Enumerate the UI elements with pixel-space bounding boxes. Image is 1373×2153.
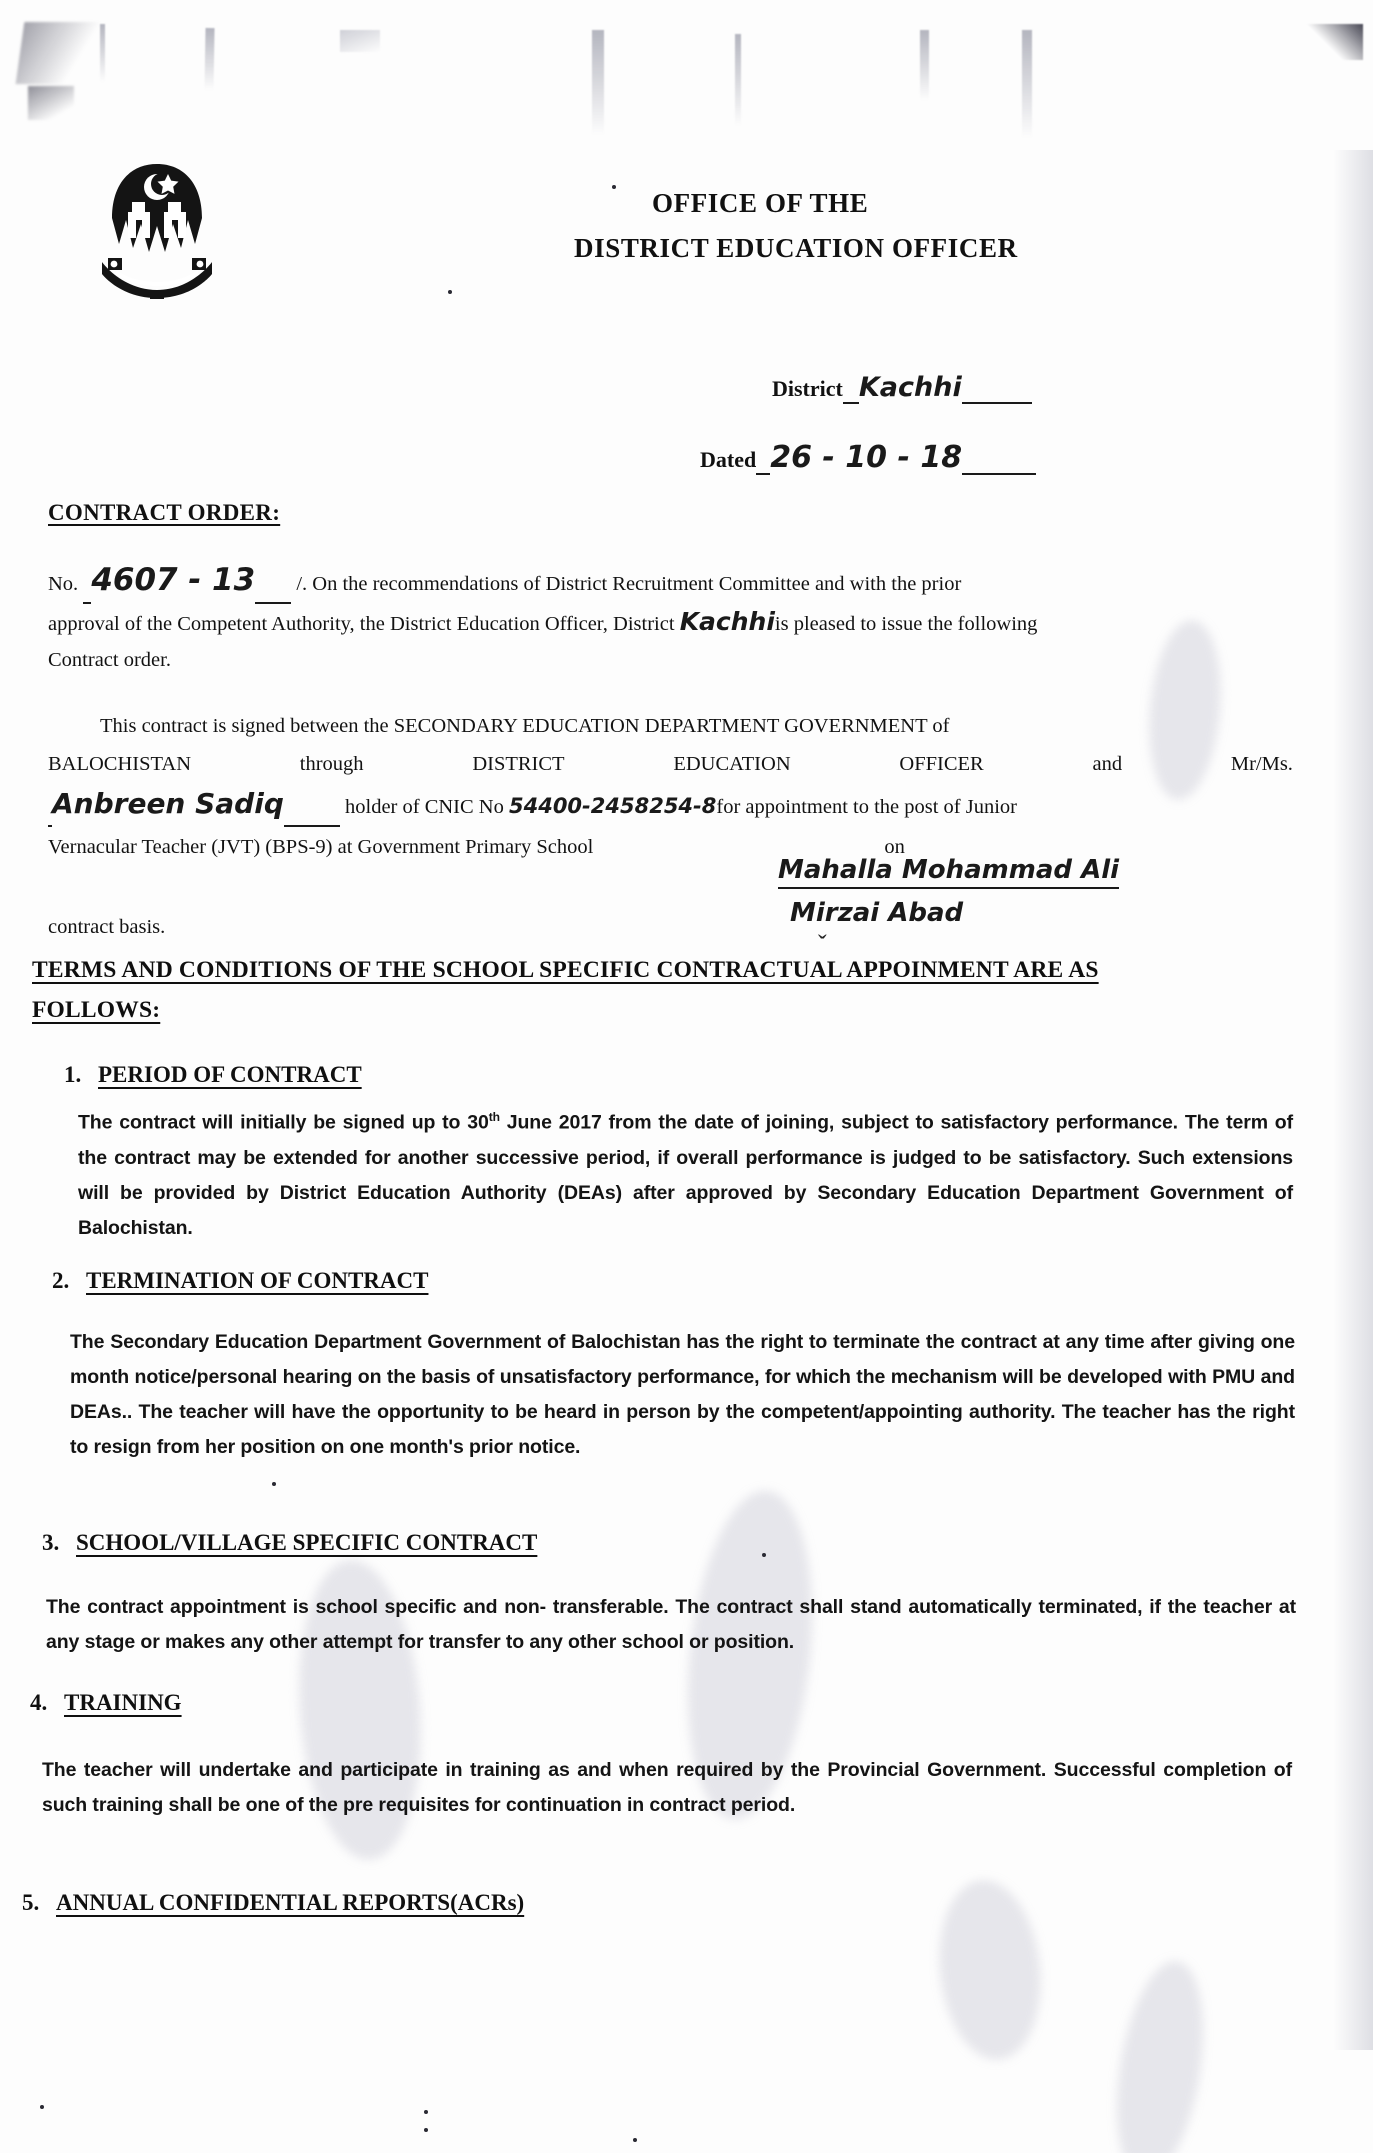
section-3-body: The contract appointment is school specific and non- transferable. The contract shall stand automatically terminated, if the teacher at any stage or makes any other attempt for transfer to any other school or position.: [46, 1596, 1296, 1653]
signing-paragraph: [48, 708, 1293, 945]
scan-speck: [424, 2128, 428, 2132]
party-district: DISTRICT: [472, 753, 565, 775]
scan-smudge-secondary: [28, 86, 74, 120]
scan-speck: [40, 2105, 44, 2109]
scan-blotch: [931, 1875, 1049, 2064]
section-1-body: [78, 1100, 1293, 1246]
scan-streak: [340, 30, 380, 52]
dated-field: [700, 440, 1036, 475]
district-value: Kachhi: [858, 372, 962, 403]
scan-smudge-top-left: [16, 22, 103, 84]
section-4-title: TRAINING: [64, 1690, 182, 1715]
section-4-heading: [30, 1690, 182, 1716]
section-1-body-post: June 2017 from the date of joining, subject to satisfactory performance. The term of the contract may be extended for another successive period, if overall performance is judged to be satisfactory. Such extensions will be provided by District Education Authority (DEAs) after approved by Secondary Education Department Government of Balochistan.: [78, 1111, 1293, 1239]
section-1-body-pre: The contract will initially be signed up to 30: [78, 1111, 489, 1134]
scan-streak: [735, 34, 741, 126]
section-4-number: 4.: [30, 1690, 48, 1715]
dated-value: 26 - 10 - 18: [770, 440, 963, 475]
terms-and-conditions-heading: [32, 950, 1332, 1030]
contract-basis-text: contract basis.: [48, 916, 166, 938]
contract-order-title: CONTRACT ORDER:: [48, 500, 281, 525]
scan-blotch: [1103, 1955, 1216, 2153]
intro-text-a: /. On the recommendations of District Recruitment Committee and with the prior: [296, 573, 962, 595]
no-label: No.: [48, 573, 79, 595]
scan-speck: [272, 1482, 276, 1486]
section-5-number: 5.: [22, 1890, 40, 1915]
school-name-value: Mahalla Mohammad Ali: [778, 855, 1119, 889]
district-label: District: [772, 376, 843, 401]
contract-order-intro-paragraph: [48, 562, 1293, 678]
section-5-title: ANNUAL CONFIDENTIAL REPORTS(ACRs): [56, 1890, 525, 1915]
scan-edge-shadow: [1333, 150, 1373, 2050]
post-line-text: Vernacular Teacher (JVT) (BPS-9) at Government Primary School: [48, 836, 594, 858]
scan-streak: [592, 30, 604, 135]
dated-label: Dated: [700, 447, 757, 472]
district-education-officer-line: DISTRICT EDUCATION OFFICER: [574, 233, 1018, 263]
contract-basis-row: [48, 909, 1293, 945]
scan-speck: [633, 2138, 637, 2142]
office-of-the-line: OFFICE OF THE: [652, 188, 869, 218]
section-1-ordinal: th: [488, 1110, 500, 1124]
appointee-name-value: Anbreen Sadiq: [52, 787, 284, 820]
scan-speck: [448, 290, 452, 294]
village-name-value: Mirzai Abad: [790, 898, 964, 928]
on-word: on: [884, 836, 905, 858]
intro-text-b-post: is pleased to issue the following: [774, 613, 1038, 635]
terms-heading-line-1: TERMS AND CONDITIONS OF THE SCHOOL SPECIFIC CONTRACTUAL APPOINMENT ARE AS: [32, 957, 1099, 983]
intro-district-value: Kachhi: [679, 607, 775, 636]
section-2-title: TERMINATION OF CONTRACT: [86, 1268, 429, 1293]
scan-streak: [204, 28, 214, 90]
intro-text-c: Contract order.: [48, 649, 171, 671]
party-education: EDUCATION: [673, 753, 791, 775]
party-and: and: [1092, 753, 1123, 775]
section-3-number: 3.: [42, 1530, 60, 1555]
district-field: [772, 372, 1032, 404]
caret-mark: ˇ: [818, 930, 827, 959]
party-mr-ms: Mr/Ms.: [1230, 753, 1293, 775]
pakistan-state-emblem-icon: [82, 140, 232, 300]
scan-streak: [920, 30, 929, 100]
party-officer: OFFICER: [899, 753, 984, 775]
scan-streak: [1022, 30, 1032, 138]
post-pre-text: for appointment to the post of Junior: [716, 796, 1017, 818]
section-3-heading: [42, 1530, 537, 1556]
signing-parties-row: [48, 746, 1293, 782]
party-through: through: [299, 753, 364, 775]
scan-speck: [762, 1553, 766, 1557]
cnic-label: holder of CNIC No: [345, 796, 504, 818]
cnic-value: 54400-2458254-8: [508, 794, 717, 818]
terms-heading-line-2: FOLLOWS:: [32, 997, 161, 1023]
scan-corner-shadow: [1307, 24, 1363, 60]
section-3-title: SCHOOL/VILLAGE SPECIFIC CONTRACT: [76, 1530, 538, 1555]
section-4-body: The teacher will undertake and participate in training as and when required by the Provincial Government. Successful completion of such training shall be one of the pre requisites for continuation in contract period.: [42, 1759, 1292, 1816]
section-1-title: PERIOD OF CONTRACT: [98, 1062, 362, 1087]
scan-streak: [100, 24, 105, 82]
signing-line-1: This contract is signed between the SECONDARY EDUCATION DEPARTMENT GOVERNMENT of: [100, 715, 950, 737]
intro-text-b-pre: approval of the Competent Authority, the District Education Officer, District: [48, 613, 675, 635]
section-5-heading: [22, 1890, 524, 1916]
section-2-number: 2.: [52, 1268, 70, 1293]
section-2-body: The Secondary Education Department Government of Balochistan has the right to terminate the contract at any time after giving one month notice/personal hearing on the basis of unsatisfactory performance, for which the mechanism will be developed with PMU and DEAs.. The teacher will have the opportunity to be heard in person by the competent/appointing authority. The teacher has the right to resign from her position on one month's prior notice.: [70, 1331, 1295, 1458]
party-balochistan: BALOCHISTAN: [48, 753, 191, 775]
appointee-row: [48, 786, 1293, 827]
office-header-block: [560, 188, 1360, 278]
section-1-heading: [64, 1062, 362, 1088]
contract-no-value: 4607 - 13: [91, 562, 256, 598]
section-1-number: 1.: [64, 1062, 82, 1087]
scan-speck: [424, 2110, 428, 2114]
section-2-heading: [52, 1268, 428, 1294]
